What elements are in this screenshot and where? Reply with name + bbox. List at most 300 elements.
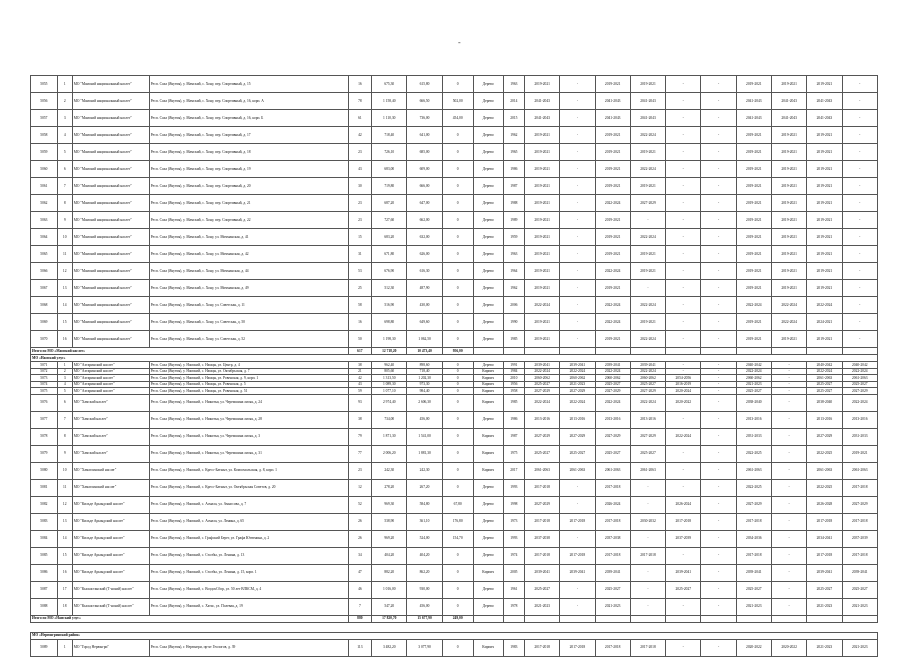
table-cell: 42 [348,375,372,382]
table-cell: 10 [57,462,72,479]
table-cell: - [842,280,877,297]
table-cell: Дерево [473,195,503,212]
table-cell: 2019-2021 [630,178,665,195]
table-cell: 2019-2021 [525,144,560,161]
table-cell: - [701,428,736,445]
table-cell: 2019-2021 [595,161,630,178]
table-cell: 2039-2041 [807,564,842,581]
table-cell: 2019-2021 [736,127,771,144]
table-cell: 962,40 [372,362,407,369]
table-cell: МО "Мамский национальный наслег" [72,246,149,263]
table-cell: 5061 [31,178,58,195]
table-cell: - [701,496,736,513]
table-cell: 2017 [503,462,524,479]
table-cell: 2061-2063 [842,375,877,382]
table-cell: - [771,428,806,445]
table-cell: Дерево [473,93,503,110]
table-cell: 2027-2029 [842,388,877,395]
table-cell: 2022-2025 [736,479,771,496]
table-cell: 2019-2021 [595,144,630,161]
table-cell: - [560,530,595,547]
table-cell: 59 [348,388,372,395]
section-header-row [31,355,878,362]
table-cell: 12 [57,263,72,280]
table-cell: 2017-2018 [595,639,630,656]
table-cell: - [701,411,736,428]
table-cell: 2025-2027 [736,581,771,598]
table-cell: 0 [442,161,473,178]
page-mark: - [458,38,461,47]
table-cell: 2025-2027 [560,445,595,462]
table-cell: 2019-2021 [525,127,560,144]
table-cell: 2037-2039 [842,530,877,547]
table-cell: - [630,280,665,297]
table-cell: 2019-2021 [771,161,806,178]
table-cell: 2019-2021 [807,195,842,212]
table-cell: 43 [348,161,372,178]
table-cell: 16 [57,331,72,348]
table-cell: 8 [57,428,72,445]
table-cell: - [701,212,736,229]
table-cell: 2019-2021 [771,127,806,144]
table-cell: 2019-2021 [807,229,842,246]
table-cell: - [560,246,595,263]
table-cell: 1984 [503,368,524,375]
table-cell: Кирпич [473,639,503,656]
table-cell: 1978 [503,598,524,615]
table-cell: 5 [57,388,72,395]
table-cell: 2022-2024 [736,368,771,375]
table-cell: Дерево [473,496,503,513]
table-cell: 7 [348,598,372,615]
table-cell: 2022-2024 [595,195,630,212]
table-cell: 2019-2021 [807,331,842,348]
table-cell: МО "Мамский национальный наслег" [72,144,149,161]
table-cell: - [771,513,806,530]
table-cell: - [701,375,736,382]
table-cell: 2041-2043 [595,110,630,127]
table-cell: 2041-2043 [771,93,806,110]
table-cell: 12 [57,496,72,513]
table-cell: - [666,479,701,496]
table-cell: МО "Мамский национальный наслег" [72,110,149,127]
table-cell: МО "Мамский национальный наслег" [72,331,149,348]
table-cell: Дерево [473,127,503,144]
table-cell: - [666,280,701,297]
table-cell: 662,00 [407,212,442,229]
table-cell: 0 [442,144,473,161]
table-row [31,479,878,496]
table-cell: 2005 [503,564,524,581]
address-cell: Респ. Саха (Якутия), у. Мамский, с. Хону, пер. Спортивный, д. 15 [149,76,348,93]
table-row [31,246,878,263]
table-cell: МО "Мамский национальный наслег" [72,178,149,195]
total-value: 17 820,70 [372,615,407,622]
table-cell: 16 [348,76,372,93]
table-cell: - [771,598,806,615]
table-cell: 0 [442,362,473,369]
table-cell: 2039-2041 [595,564,630,581]
table-row [31,110,878,127]
table-row [31,144,878,161]
table-cell [595,615,630,622]
table-cell: - [666,144,701,161]
table-cell: 2017-2018 [630,547,665,564]
table-cell: 0 [442,263,473,280]
table-cell: 2021-2023 [736,381,771,388]
table-cell: 2025-2027 [630,381,665,388]
table-cell: 2017-2018 [630,639,665,656]
table-cell: 524,00 [407,530,442,547]
table-cell: 67,80 [442,496,473,513]
table-cell: МО "Кильде Арыыдский наслег" [72,496,149,513]
table-cell: 2017-2018 [736,547,771,564]
table-cell: 1975 [503,445,524,462]
table-cell: 2017-2018 [525,639,560,656]
table-cell: 1993 [503,479,524,496]
table-cell: 2019-2021 [807,127,842,144]
table-cell: 2041-2043 [595,93,630,110]
table-row [31,445,878,462]
table-cell: 2019-2021 [736,280,771,297]
table-cell: 2019-2021 [630,263,665,280]
table-row [31,178,878,195]
table-row [31,280,878,297]
table-cell: 0 [442,297,473,314]
table-cell: 2019-2021 [736,246,771,263]
table-cell: 2027-2029 [630,428,665,445]
table-cell: - [701,394,736,411]
table-cell: - [842,331,877,348]
table-cell: - [666,93,701,110]
address-cell: Респ. Саха (Якутия), у. Мамский, с. Хону, ул. Мичманская, д. 44 [149,263,348,280]
table-cell: 3 [57,375,72,382]
table-cell: 2019-2021 [771,212,806,229]
table-cell: - [771,388,806,395]
table-cell: 0 [442,639,473,656]
address-cell: Респ. Саха (Якутия), у. Намский, с. Хатас, ул. Полевая, д. 19 [149,598,348,615]
table-cell: 0 [442,212,473,229]
table-cell: 16 [348,314,372,331]
table-cell: 2013-2016 [736,411,771,428]
table-cell: - [771,547,806,564]
table-cell [473,348,503,355]
table-cell: 5066 [31,263,58,280]
table-cell: 1983 [503,639,524,656]
table-cell: 2022-2025 [736,445,771,462]
table-cell: 2027-2029 [525,496,560,513]
table-cell: МО "Хамский наслег" [72,428,149,445]
table-cell: 1962 [503,280,524,297]
table-cell: 7 [57,411,72,428]
table-cell: 61 [348,110,372,127]
address-cell: Респ. Саха (Якутия), у. Намский, с. Кресс-Батыыт, ул. Комсомольская, д. 8, корп. 1 [149,462,348,479]
table-cell: 2019-2021 [771,246,806,263]
table-cell: 5073 [31,375,58,382]
table-cell: 671,80 [372,246,407,263]
table-cell: 0 [442,178,473,195]
address-cell: Респ. Саха (Якутия), у. Мамский, с. Хону, пер. Спортивный, д. 16, корп. Б [149,110,348,127]
table-cell: 2061-2063 [560,462,595,479]
table-cell: МО "Хамский наслег" [72,411,149,428]
table-cell: 278,20 [372,479,407,496]
table-cell [666,615,701,622]
table-cell: 2019-2021 [771,195,806,212]
table-cell: 2019-2021 [736,263,771,280]
table-cell: 52 [348,496,372,513]
address-cell: Респ. Саха (Якутия), у. Мамский, с. Хону, ул. Советская, д. 52 [149,331,348,348]
table-cell: - [666,362,701,369]
table-cell: 969,30 [372,496,407,513]
table-cell: 5089 [31,639,58,656]
table-row [31,639,878,656]
table-cell: 2019-2021 [771,263,806,280]
table-cell: 1 202,30 [407,375,442,382]
table-cell: 2025-2027 [807,388,842,395]
table-cell: 78 [348,93,372,110]
table-cell: 862,20 [407,564,442,581]
table-cell: 2013-2016 [560,411,595,428]
table-cell: МО "Ахтаринский наслег" [72,381,149,388]
table-row [31,513,878,530]
table-cell: 17 [57,581,72,598]
table-cell: 2022-2024 [630,297,665,314]
table-cell: 698,80 [372,314,407,331]
table-cell: 47 [348,564,372,581]
table-cell: 2041-2043 [630,93,665,110]
table-cell: 13 [57,513,72,530]
address-cell: Респ. Саха (Якутия), у. Мамский, с. Хону, пер. Спортивный, д. 22 [149,212,348,229]
table-cell: 0 [442,598,473,615]
table-cell: 2060-2062 [630,375,665,382]
table-cell: 1 [57,76,72,93]
total-value: 15 677,90 [407,615,442,622]
table-cell: 719,80 [372,178,407,195]
table-cell: 2025-2027 [807,581,842,598]
table-cell: 53 [348,263,372,280]
table-cell: - [666,110,701,127]
table-cell: 1 089,30 [372,381,407,388]
table-cell: 2019-2021 [525,76,560,93]
table-cell: 23 [348,212,372,229]
table-cell: 0 [442,564,473,581]
table-cell: 2021-2023 [807,639,842,656]
table-cell: 2025-2027 [666,581,701,598]
table-cell: 2022-2024 [560,394,595,411]
table-cell: МО "Мамский национальный наслег" [72,161,149,178]
table-cell: 1993 [503,530,524,547]
table-cell: Дерево [473,547,503,564]
table-cell: - [701,161,736,178]
table-cell: - [701,110,736,127]
table-cell: 1 541,00 [407,428,442,445]
table-cell: - [701,639,736,656]
table-cell: 718,40 [372,127,407,144]
address-cell: Респ. Саха (Якутия), у. Намский, с. Кресс-Батыыт, ул. Октябрьская Советов, д. 20 [149,479,348,496]
table-cell: МО "Кильде Арыыдский наслег" [72,547,149,564]
table-cell: - [701,547,736,564]
table-cell: 2039-2041 [560,564,595,581]
table-cell: 2039-2041 [525,362,560,369]
table-cell: - [701,381,736,388]
table-cell: - [842,144,877,161]
table-cell: 1985 [503,331,524,348]
table-cell: 38 [348,362,372,369]
table-cell: - [701,144,736,161]
table-cell: 2041-2043 [736,110,771,127]
table-cell: 2040-2042 [842,362,877,369]
table-cell: 456,00 [407,411,442,428]
table-cell: 5062 [31,195,58,212]
table-row [31,297,878,314]
table-cell: 2037-2038 [595,530,630,547]
table-cell [503,615,524,622]
table-cell: МО "Ахтаринский наслег" [72,368,149,375]
table-cell: 77 [348,445,372,462]
total-value: 12 718,20 [372,348,407,355]
table-cell: - [701,127,736,144]
table-cell: 0 [442,394,473,411]
table-cell: МО "Ахтаринский наслег" [72,388,149,395]
table-cell: 2060-2062 [736,375,771,382]
table-cell [736,615,771,622]
table-cell: 2027-2029 [807,428,842,445]
table-cell: 2039-2041 [842,564,877,581]
total-value: 617 [348,348,372,355]
table-cell: 2061-2063 [630,462,665,479]
table-cell: 2060-2062 [525,375,560,382]
total-value: 880 [348,615,372,622]
table-cell: Дерево [473,362,503,369]
table-cell: Дерево [473,178,503,195]
table-cell: 13 [57,280,72,297]
table-cell: 242,30 [372,462,407,479]
table-cell: 1990 [503,314,524,331]
table-cell: - [771,375,806,382]
table-cell: Кирпич [473,368,503,375]
section-title: МО «Намский улус» [31,355,878,362]
table-cell: МО "Мамский национальный наслег" [72,314,149,331]
table-cell: 2022-2024 [525,394,560,411]
table-cell: 1986 [503,161,524,178]
address-cell: Респ. Саха (Якутия), у. Намский, с. Никитьи, ул. Черемшина лисяя, д. 24 [149,394,348,411]
table-cell: Кирпич [473,381,503,388]
table-cell: 0 [442,411,473,428]
table-cell: 5075 [31,388,58,395]
table-cell: - [842,297,877,314]
table-cell: 2019-2021 [736,161,771,178]
total-value: 956,00 [442,348,473,355]
table-cell: 30 [348,178,372,195]
table-cell: МО "Кыскастанский (Т-нский) наслег" [72,581,149,598]
table-cell: 641,00 [407,127,442,144]
table-cell [473,615,503,622]
section-header-row [31,632,878,639]
table-cell: 2041-2043 [525,110,560,127]
table-cell: 2025-2027 [525,381,560,388]
table-cell: - [666,127,701,144]
table-cell: - [666,263,701,280]
table-cell: 2025-2027 [525,445,560,462]
table-cell: 2 974,40 [372,394,407,411]
table-cell: 15 [57,314,72,331]
table-cell: 2019-2021 [736,331,771,348]
address-cell: Респ. Саха (Якутия), у. Намский, с. Намцы, ул. Ровенская, д. 51 [149,388,348,395]
table-cell: 1 016,00 [372,581,407,598]
table-cell: 31 [348,246,372,263]
table-cell: - [842,161,877,178]
section-gap [31,622,878,632]
table-cell: Дерево [473,280,503,297]
table-cell: МО "Мамский национальный наслег" [72,297,149,314]
table-cell: - [701,564,736,581]
table-cell: 2022-2024 [525,368,560,375]
table-cell: 1 313,50 [372,375,407,382]
table-cell: 0 [442,280,473,297]
table-cell: 2037-2039 [666,530,701,547]
table-cell: 0 [442,479,473,496]
table-cell: 609,00 [407,161,442,178]
table-cell: - [701,263,736,280]
table-cell: 2019-2021 [595,280,630,297]
table-cell: 2017-2018 [525,479,560,496]
table-cell: 0 [442,368,473,375]
table-cell: 2026-2024 [666,496,701,513]
table-cell: 538,90 [372,513,407,530]
table-cell: 5059 [31,144,58,161]
table-cell: 615,80 [407,76,442,93]
table-cell: 26 [348,530,372,547]
table-cell: 1959 [503,229,524,246]
table-cell: 2021-2023 [807,598,842,615]
table-cell: 93 [348,394,372,411]
address-cell: Респ. Саха (Якутия), у. Мамский, с. Хону, ул. Советская, д. 50 [149,314,348,331]
table-cell: - [842,127,877,144]
table-cell: Кирпич [473,428,503,445]
table-cell: 2034-2041 [807,530,842,547]
table-cell: 18 [57,598,72,615]
table-cell: - [560,144,595,161]
table-cell: - [701,479,736,496]
table-cell: МО "Ахтаринский наслег" [72,375,149,382]
total-row [31,615,878,622]
table-cell: 2030-2032 [630,513,665,530]
table-row [31,496,878,513]
table-cell: 2025-2027 [842,381,877,388]
table-cell: 2017-2018 [595,479,630,496]
table-cell: 2022-2024 [630,161,665,178]
table-cell: 5055 [31,76,58,93]
table-cell: - [701,530,736,547]
table-cell: 2020-2022 [736,639,771,656]
table-cell: 805,60 [372,368,407,375]
table-cell: 1973 [503,513,524,530]
table-cell: - [560,229,595,246]
table-row [31,93,878,110]
table-cell: Дерево [473,76,503,93]
table-cell: 2017-2018 [525,547,560,564]
table-cell: МО "Город Нерюнгри" [72,639,149,656]
table-row [31,263,878,280]
table-cell: 2022-2024 [771,314,806,331]
table-cell: - [771,496,806,513]
table-cell: 2020-2024 [666,388,701,395]
address-cell: Респ. Саха (Якутия), у. Мамский, с. Хону, пер. Спортивный, д. 16, корп. А [149,93,348,110]
table-cell: 2019-2021 [736,212,771,229]
table-cell: 5071 [31,362,58,369]
table-cell: 2022-2024 [560,368,595,375]
table-cell: 2038-2040 [736,394,771,411]
